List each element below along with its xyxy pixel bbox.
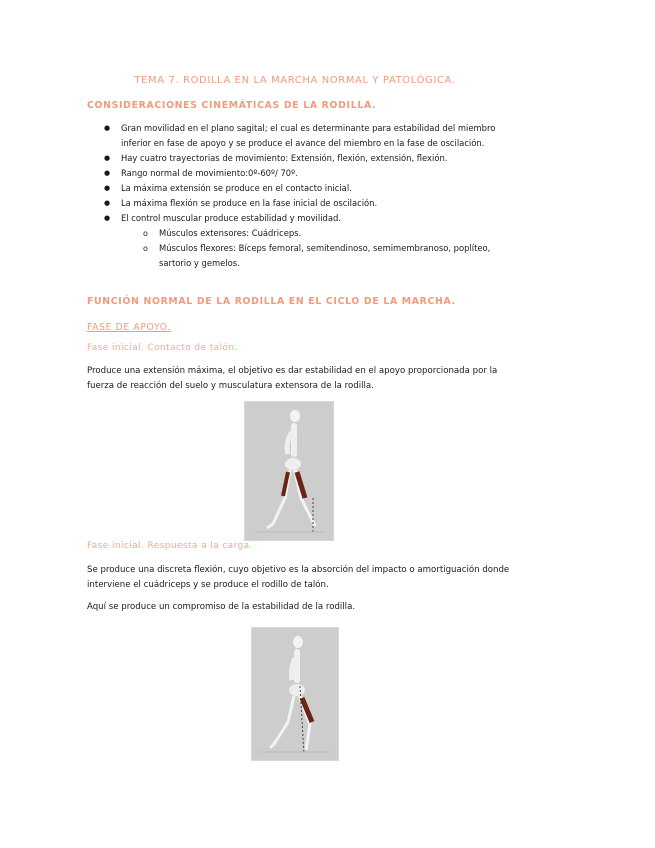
list-item: ● Hay cuatro trayectorias de movimiento: Extensión, flexión, extensión, flexión. xyxy=(87,151,517,166)
paragraph-stability: Aquí se produce un compromiso de la estabilidad de la rodilla. xyxy=(87,602,356,612)
section-heading-kinematics: CONSIDERACIONES CINEMÁTICAS DE LA RODILLA. xyxy=(87,100,377,111)
paragraph-heel-contact: Produce una extensión máxima, el objetivo es dar estabilidad en el apoyo proporcionada por la fuerza de reacción del suelo y musculatura extensora de la rodilla. xyxy=(87,366,498,391)
skeleton-illustration xyxy=(245,402,333,540)
list-item: ● El control muscular produce estabilidad y movilidad. xyxy=(87,211,517,226)
list-item: ● Gran movilidad en el plano sagital; el cual es determinante para estabilidad del miembro inferior en fase de apoyo y se produce el avance del miembro en la fase de oscilación. xyxy=(87,121,517,151)
paragraph-load-response: Se produce una discreta flexión, cuyo objetivo es la absorción del impacto o amortiguación donde interviene el cuádriceps y se produce el rodillo de talón. xyxy=(87,565,510,590)
sub-list-container xyxy=(87,226,517,271)
list-item: ● Rango normal de movimiento:0º-60º/ 70º. xyxy=(87,166,517,181)
phase-label-load-response: Fase inicial. Respuesta a la carga. xyxy=(87,541,253,551)
list-item: ● La máxima extensión se produce en el contacto inicial. xyxy=(87,181,517,196)
section-heading-gait-function: FUNCIÓN NORMAL DE LA RODILLA EN EL CICLO DE LA MARCHA. xyxy=(87,296,456,307)
muscle-sub-list xyxy=(121,226,517,271)
page-title: TEMA 7. RODILLA EN LA MARCHA NORMAL Y PATOLÓGICA. xyxy=(134,75,456,86)
kinematics-bullet-list xyxy=(87,121,517,271)
skeleton-illustration xyxy=(252,628,338,760)
sub-list-item: o Músculos extensores: Cuádriceps. xyxy=(121,226,517,241)
phase-label-heel-contact: Fase inicial. Contacto de talón. xyxy=(87,343,238,353)
sub-list-item: o Músculos flexores: Bíceps femoral, semitendinoso, semimembranoso, poplíteo, sartorio y gemelos. xyxy=(121,241,517,271)
gait-figure-load-response xyxy=(251,627,339,761)
gait-figure-heel-contact xyxy=(244,401,334,541)
list-item: ● La máxima flexión se produce en la fase inicial de oscilación. xyxy=(87,196,517,211)
subsection-heading-stance: FASE DE APOYO. xyxy=(87,322,171,333)
